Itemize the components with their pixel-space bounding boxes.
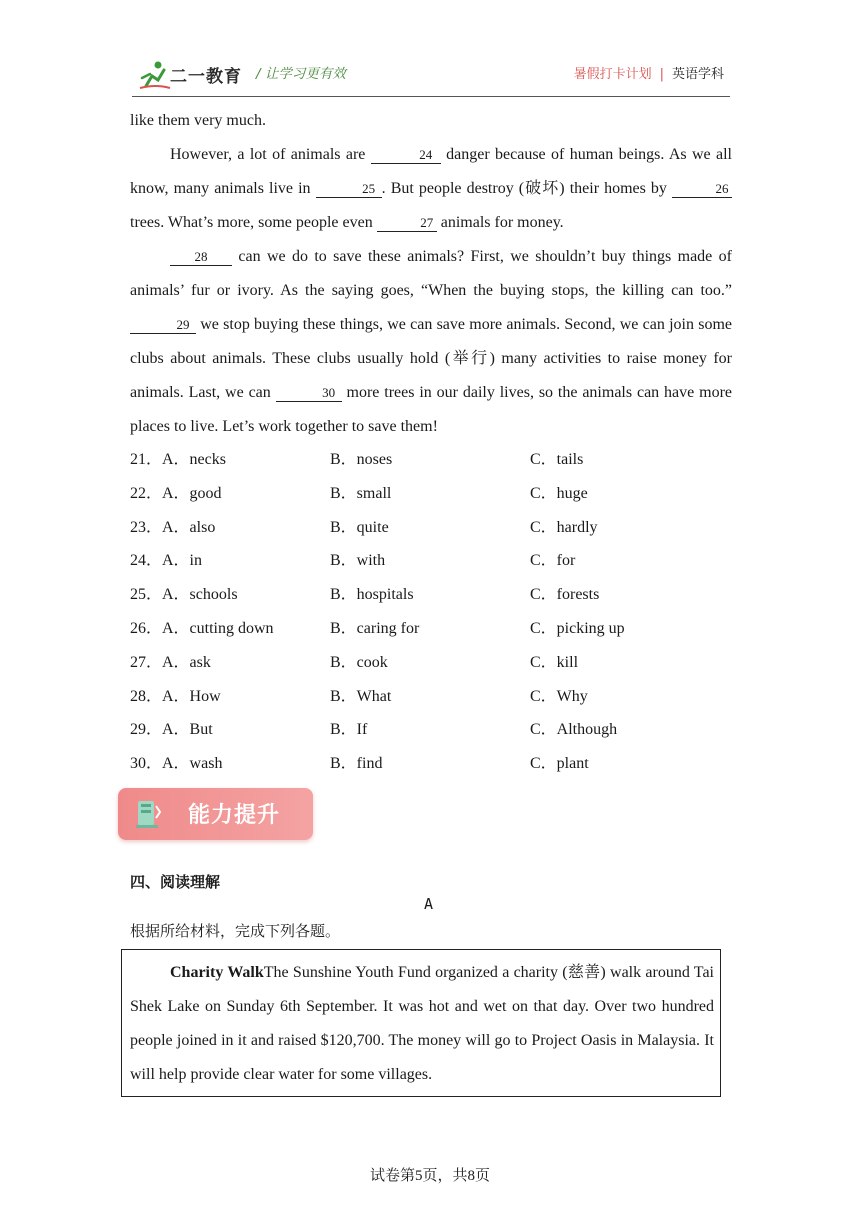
option-b[interactable]: B．find: [330, 755, 383, 773]
options-list: [130, 443, 732, 781]
instruction: 根据所给材料，完成下列各题。: [130, 922, 341, 940]
option-a[interactable]: 28．A．How: [130, 687, 221, 705]
option-a[interactable]: 21．A．necks: [130, 451, 226, 468]
option-c[interactable]: C．kill: [530, 653, 579, 671]
slogan: / 让学习更有效: [256, 66, 346, 82]
option-c[interactable]: C．hardly: [530, 518, 598, 536]
question-row: [130, 646, 732, 680]
passage-text: However, a lot of animals are: [170, 146, 371, 163]
question-row: [130, 477, 732, 511]
logo-text: 二一教育: [170, 67, 242, 87]
passage-text: can we do to save these animals? First, we shouldn’t buy things made of animals’ fur or ivory. As the saying goes, “When the buying stops, the killing can too.”: [130, 248, 732, 299]
question-row: [130, 511, 732, 545]
book-icon: [134, 798, 164, 830]
option-a[interactable]: 30．A．wash: [130, 755, 223, 773]
blank-28: 28: [170, 249, 232, 266]
passage-text: danger because of human beings. As we all know, many animals live in: [130, 146, 733, 197]
option-c[interactable]: C．huge: [530, 484, 588, 502]
option-b[interactable]: B．cook: [330, 653, 388, 671]
passage-paragraph-1: [130, 138, 732, 240]
blank-25: 25: [316, 181, 382, 198]
option-b[interactable]: B．quite: [330, 518, 389, 536]
blank-26: 26: [672, 181, 732, 198]
reading-text: [130, 956, 714, 1092]
passage-paragraph-2: [130, 240, 732, 444]
question-row: [130, 544, 732, 578]
question-row: [130, 612, 732, 646]
ability-banner: [118, 788, 313, 840]
option-b[interactable]: B．small: [330, 484, 392, 502]
option-a[interactable]: 29．A．But: [130, 721, 213, 739]
blank-30: 30: [276, 385, 342, 402]
plan-label: 暑假打卡计划: [573, 67, 652, 82]
page-footer: 试卷第5页，共8页: [369, 1168, 490, 1184]
passage-text: we stop buying these things, we can save more animals. Second, we can join some clubs about animals. These clubs usually hold (举行) many activities to raise money for animals. Last, we can: [130, 316, 732, 401]
option-a[interactable]: 27．A．ask: [130, 653, 211, 671]
option-c[interactable]: C．Why: [530, 687, 588, 705]
subject-label: 英语学科: [671, 67, 724, 82]
section-title: 四、阅读理解: [130, 873, 221, 891]
header-separator: |: [659, 67, 664, 82]
option-a[interactable]: 22．A．good: [130, 484, 222, 502]
passage-line-0: [130, 104, 732, 138]
option-c[interactable]: C．forests: [530, 586, 600, 604]
banner-text: 能力提升: [188, 803, 281, 828]
passage-text: trees. What’s more, some people even: [130, 214, 377, 231]
header-divider: [132, 96, 730, 97]
option-b[interactable]: B．caring for: [330, 619, 420, 637]
option-c[interactable]: C．for: [530, 552, 576, 570]
reading-heading: Charity Walk: [170, 964, 264, 981]
option-a[interactable]: 23．A．also: [130, 518, 216, 536]
blank-27: 27: [377, 215, 437, 232]
option-c[interactable]: C．Although: [530, 721, 618, 739]
blank-29: 29: [130, 317, 196, 334]
passage-text: more trees in our daily lives, so the animals can have more places to live. Let’s work together to save them!: [130, 384, 732, 435]
option-a[interactable]: 25．A．schools: [130, 586, 238, 604]
option-b[interactable]: B．hospitals: [330, 586, 414, 604]
option-a[interactable]: 24．A．in: [130, 552, 203, 570]
passage-text: . But people destroy (破坏) their homes by: [381, 180, 673, 197]
option-a[interactable]: 26．A．cutting down: [130, 619, 274, 637]
header-right: [574, 63, 724, 82]
blank-24: 24: [371, 147, 441, 164]
option-b[interactable]: B．If: [330, 721, 368, 739]
option-c[interactable]: C．plant: [530, 755, 589, 773]
question-row: [130, 747, 732, 781]
question-row: [130, 443, 732, 477]
option-b[interactable]: B．What: [330, 687, 392, 705]
passage-text: like them very much.: [130, 112, 266, 129]
passage-text: animals for money.: [436, 214, 564, 231]
option-c[interactable]: C．picking up: [530, 619, 625, 637]
page-header: [132, 56, 730, 96]
option-b[interactable]: B．with: [330, 552, 386, 570]
question-row: [130, 578, 732, 612]
reading-box: [121, 949, 721, 1097]
reading-body: The Sunshine Youth Fund organized a charity (慈善) walk around Tai Shek Lake on Sunday 6th September. It was hot and wet on that day. Over two hundred people joined in it and raised $120,700. The money will go to Project Oasis in Malaysia. It will help provide clear water for some villages.: [130, 964, 715, 1083]
question-row: [130, 713, 732, 747]
option-c[interactable]: C．tails: [530, 451, 584, 468]
option-b[interactable]: B．noses: [330, 451, 393, 468]
question-row: [130, 680, 732, 714]
section-subtitle: A: [424, 895, 434, 913]
